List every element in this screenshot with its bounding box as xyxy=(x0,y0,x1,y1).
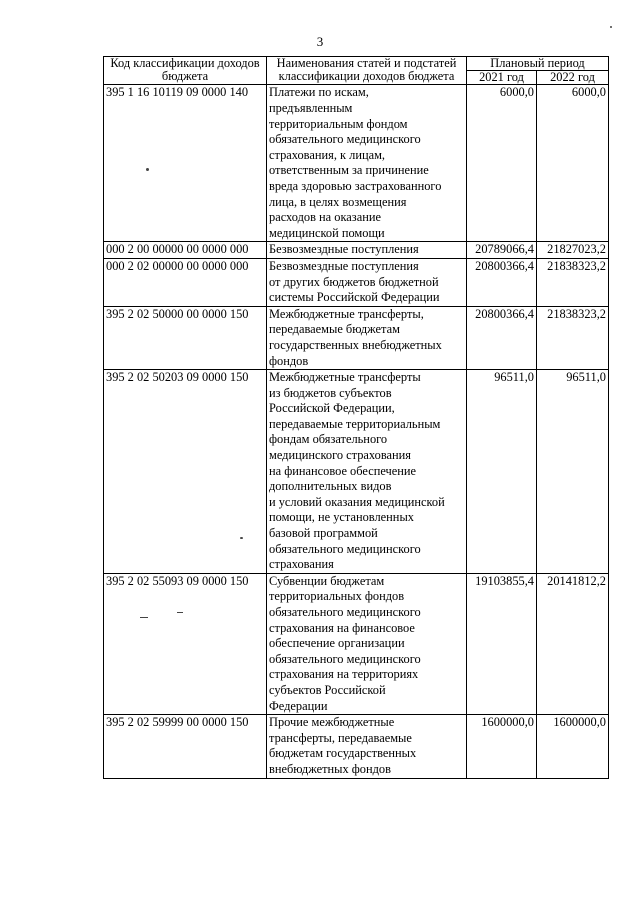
row-name-line: обязательного медицинского xyxy=(269,541,421,556)
row-code: 000 2 02 00000 00 0000 000 xyxy=(104,258,267,306)
row-name xyxy=(267,306,467,369)
table-header xyxy=(104,57,609,85)
row-name-line: государственных внебюджетных xyxy=(269,337,442,352)
row-value-2021: 6000,0 xyxy=(467,85,537,242)
table-row xyxy=(104,715,609,778)
row-name-line: ответственным за причинение xyxy=(269,163,429,178)
row-name-line: из бюджетов субъектов xyxy=(269,385,392,400)
row-name xyxy=(267,573,467,714)
row-value-2021: 1600000,0 xyxy=(467,715,537,778)
row-code: 395 2 02 59999 00 0000 150 xyxy=(104,715,267,778)
row-name-line: обязательного медицинского xyxy=(269,605,421,619)
row-name-line: Российской Федерации, xyxy=(269,401,395,416)
row-name-line: Межбюджетные трансферты, xyxy=(269,306,424,321)
row-code: 395 2 02 50203 09 0000 150 xyxy=(104,370,267,574)
row-name-line: Субвенции бюджетам xyxy=(269,573,385,588)
row-name-line: страхования на территориях xyxy=(269,667,419,682)
header-period: Плановый период xyxy=(467,57,609,71)
row-name-line: территориальных фондов xyxy=(269,589,405,604)
row-name-line: фондам обязательного xyxy=(269,432,388,447)
row-name-line: обязательного медицинского xyxy=(269,132,421,147)
row-name-line: предъявленным xyxy=(269,101,353,115)
table-row xyxy=(104,258,609,306)
row-name-line: обеспечение организации xyxy=(269,636,405,651)
row-value-2022: 96511,0 xyxy=(537,370,609,574)
row-code: 395 2 02 50000 00 0000 150 xyxy=(104,306,267,369)
row-name-line: расходов на оказание xyxy=(269,210,381,225)
row-value-2021: 19103855,4 xyxy=(467,573,537,714)
scan-speck xyxy=(240,537,243,539)
row-value-2021: 20789066,4 xyxy=(467,242,537,259)
row-code: 395 1 16 10119 09 0000 140 xyxy=(104,85,267,242)
income-classification-table xyxy=(103,56,609,779)
row-name-line: передаваемые бюджетам xyxy=(269,322,400,337)
scan-speck xyxy=(177,612,183,613)
row-name-line: страхования на финансовое xyxy=(269,620,415,635)
row-name-line: базовой программой xyxy=(269,526,378,541)
scan-speck xyxy=(140,617,148,618)
row-value-2022: 1600000,0 xyxy=(537,715,609,778)
row-name-line: бюджетам государственных xyxy=(269,746,417,761)
row-name-line: Межбюджетные трансферты xyxy=(269,370,421,385)
row-name xyxy=(267,85,467,242)
scan-speck xyxy=(610,26,612,28)
row-name xyxy=(267,715,467,778)
row-name-line: Безвозмездные поступления xyxy=(269,242,419,257)
row-name-line: фондов xyxy=(269,353,309,368)
page-number: 3 xyxy=(316,34,324,49)
row-code: 395 2 02 55093 09 0000 150 xyxy=(104,573,267,714)
row-name-line: трансферты, передаваемые xyxy=(269,730,412,745)
row-name-line: страхования, к лицам, xyxy=(269,147,386,162)
row-value-2022: 20141812,2 xyxy=(537,573,609,714)
header-code: Код классификации доходов бюджета xyxy=(104,57,267,85)
row-name-line: передаваемые территориальным xyxy=(269,416,441,431)
header-year-2021: 2021 год xyxy=(467,71,537,85)
row-name-line: внебюджетных фондов xyxy=(269,761,391,776)
row-value-2022: 21838323,2 xyxy=(537,258,609,306)
scan-speck xyxy=(146,168,149,171)
row-name-line: и условий оказания медицинской xyxy=(269,494,445,509)
row-name-line: Платежи по искам, xyxy=(269,85,369,100)
table-row xyxy=(104,370,609,574)
row-name xyxy=(267,242,467,259)
row-name-line: медицинской помощи xyxy=(269,225,385,240)
header-name: Наименования статей и подстатей классификации доходов бюджета xyxy=(267,57,467,85)
row-name-line: медицинского страхования xyxy=(269,448,411,463)
row-name-line: Федерации xyxy=(269,698,328,713)
table-row xyxy=(104,85,609,242)
row-name-line: Безвозмездные поступления xyxy=(269,258,419,273)
row-name-line: дополнительных видов xyxy=(269,479,392,494)
row-name-line: системы Российской Федерации xyxy=(269,290,440,305)
row-name-line: обязательного медицинского xyxy=(269,651,421,666)
row-value-2021: 20800366,4 xyxy=(467,258,537,306)
table-row xyxy=(104,573,609,714)
row-value-2022: 21838323,2 xyxy=(537,306,609,369)
row-name-line: лица, в целях возмещения xyxy=(269,194,407,209)
header-year-2022: 2022 год xyxy=(537,71,609,85)
table-body xyxy=(104,85,609,778)
row-name-line: Прочие межбюджетные xyxy=(269,715,395,730)
row-name-line: от других бюджетов бюджетной xyxy=(269,274,439,289)
row-name-line: помощи, не установленных xyxy=(269,510,414,525)
row-value-2022: 6000,0 xyxy=(537,85,609,242)
row-name xyxy=(267,258,467,306)
row-name-line: на финансовое обеспечение xyxy=(269,463,417,478)
row-name xyxy=(267,370,467,574)
row-code: 000 2 00 00000 00 0000 000 xyxy=(104,242,267,259)
row-name-line: территориальным фондом xyxy=(269,116,408,131)
row-value-2021: 96511,0 xyxy=(467,370,537,574)
row-name-line: страхования xyxy=(269,557,334,572)
row-name-line: вреда здоровью застрахованного xyxy=(269,178,442,193)
table-row xyxy=(104,242,609,259)
row-value-2021: 20800366,4 xyxy=(467,306,537,369)
row-value-2022: 21827023,2 xyxy=(537,242,609,259)
table-row xyxy=(104,306,609,369)
row-name-line: субъектов Российской xyxy=(269,682,386,697)
